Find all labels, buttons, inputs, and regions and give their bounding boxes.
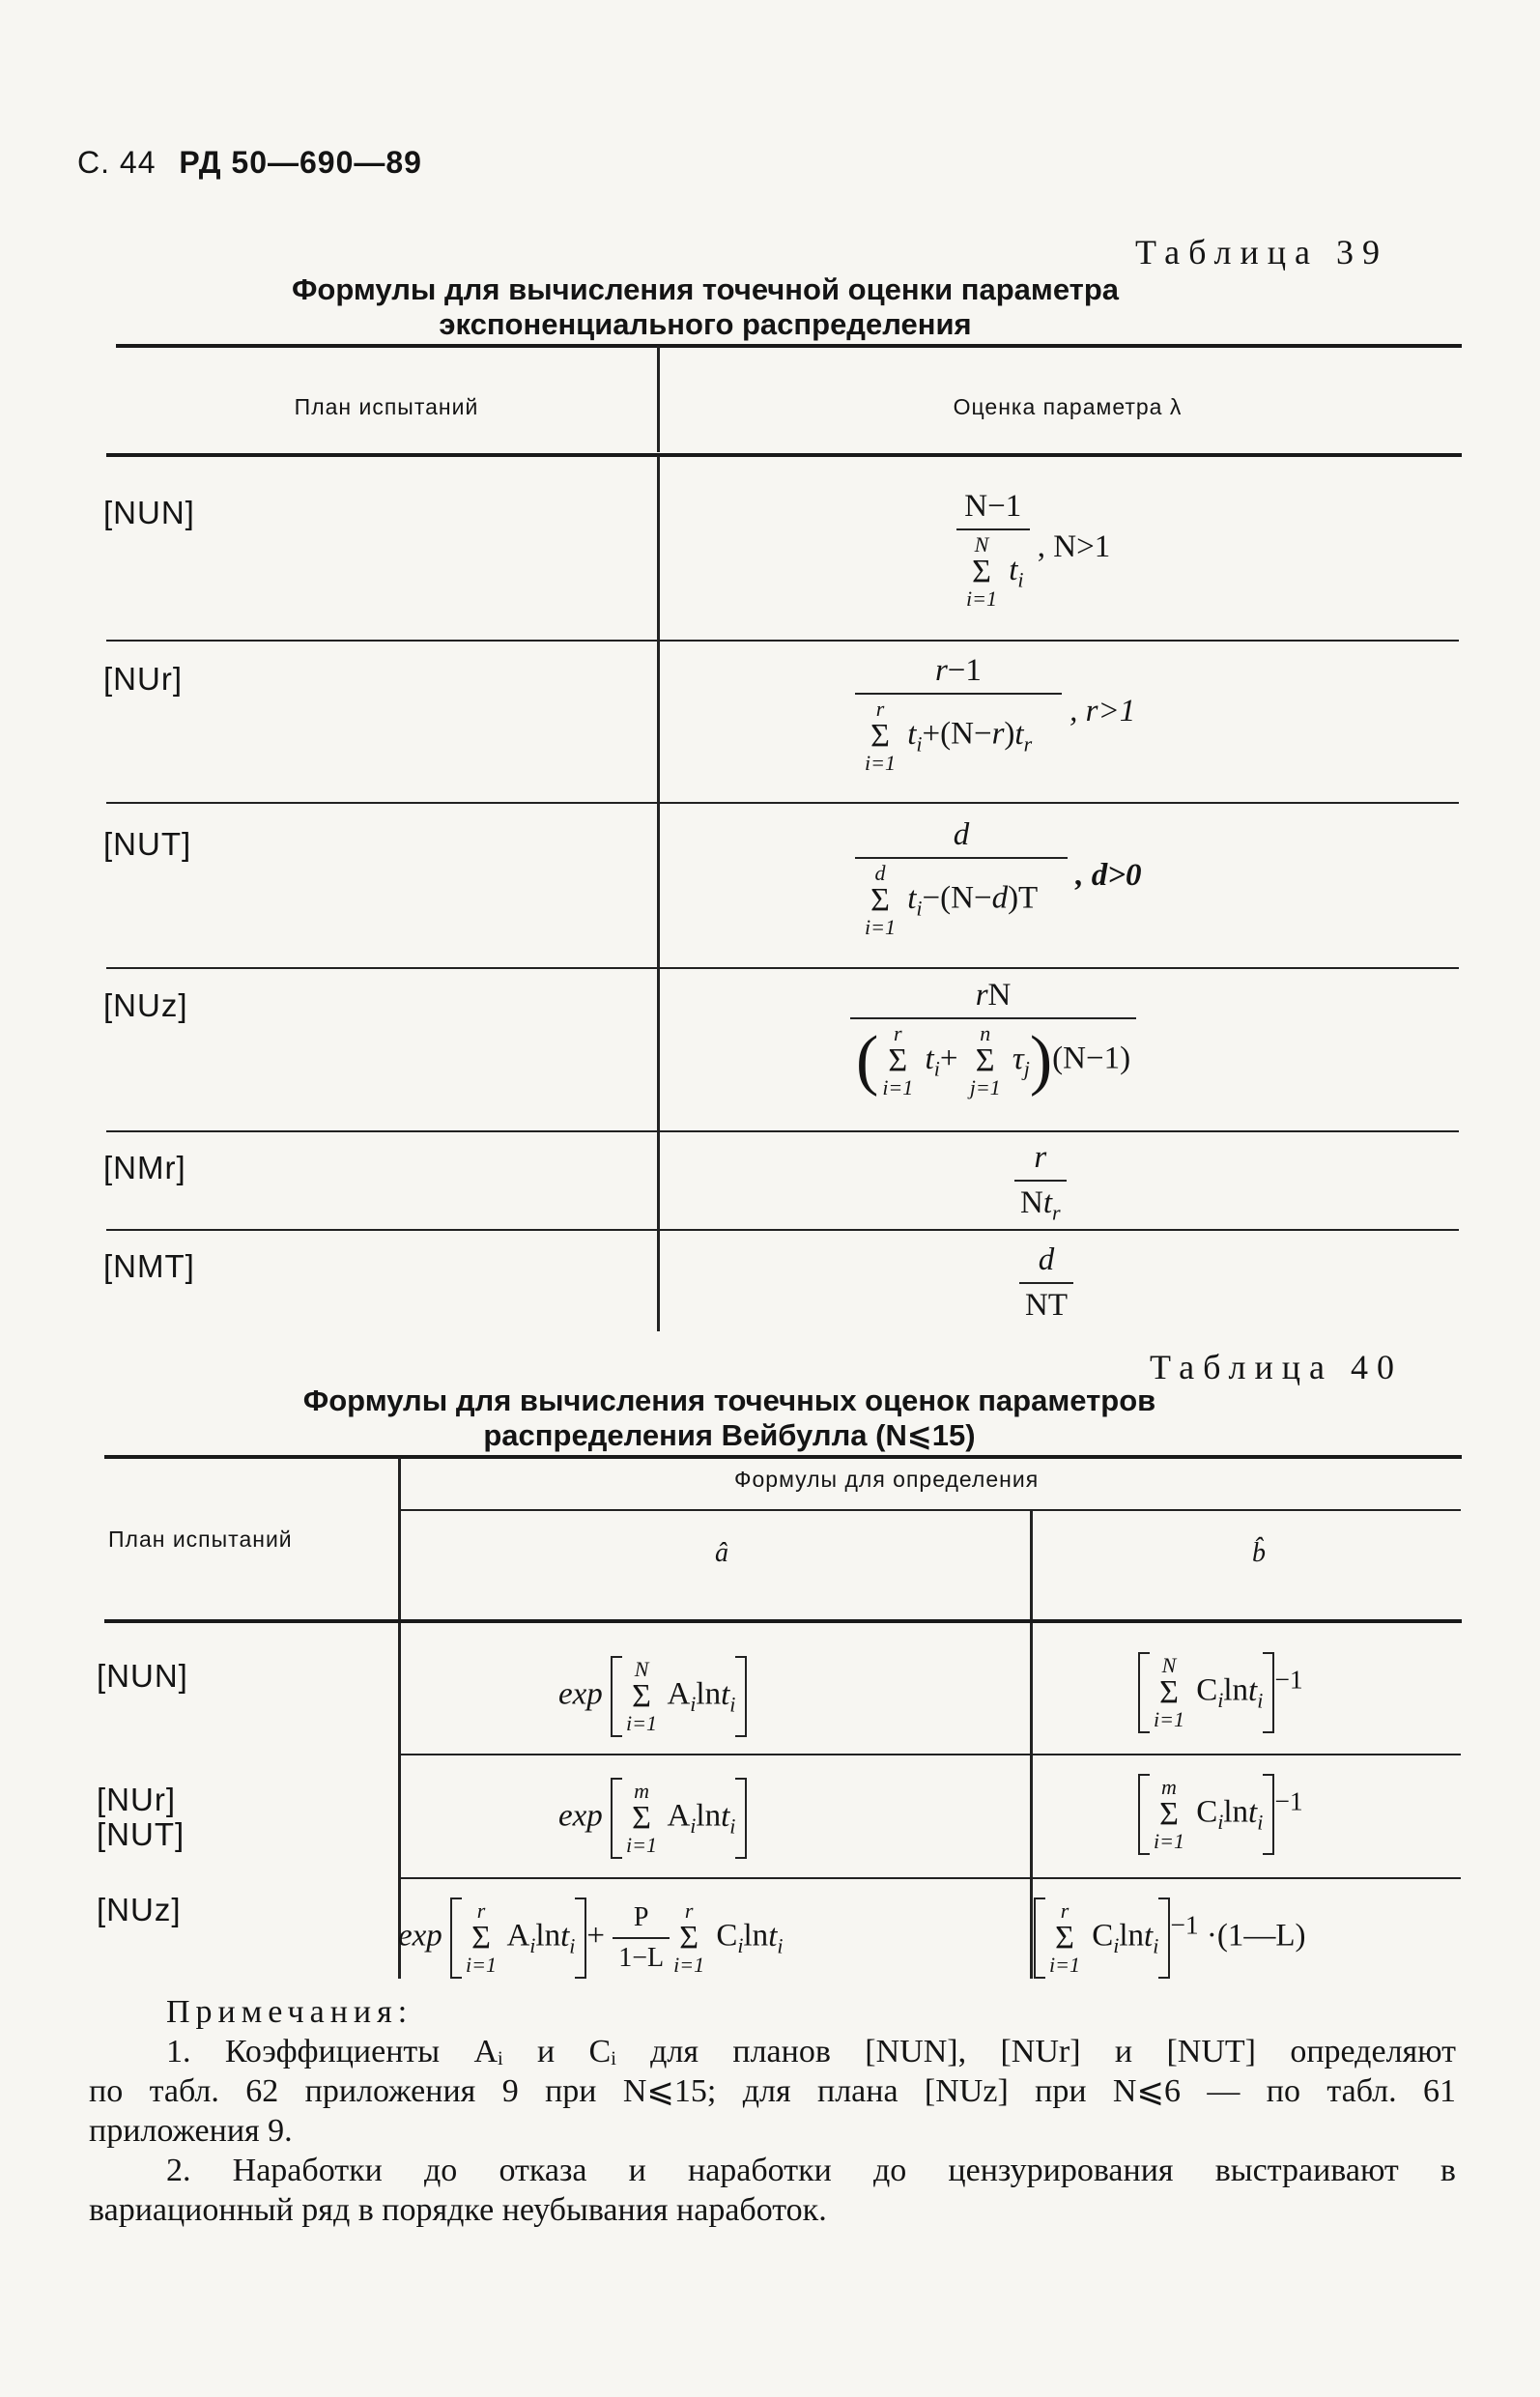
table-39-plan-nur: [NUr] [103, 661, 183, 697]
document-code: РД 50—690—89 [179, 145, 422, 180]
table-39-label: Таблица 39 [1135, 233, 1388, 271]
table-39-plan-nuz: [NUz] [103, 987, 188, 1023]
table-39-row-rule [106, 967, 1459, 969]
condition-r: , r>1 [1069, 694, 1136, 729]
notes-heading: Примечания: [166, 1994, 414, 2030]
formula-b-nun: N Σ i=1 $C_i\ln t_i^{-1}$ [1138, 1652, 1303, 1733]
note-1-line-2: по табл. 62 приложения 9 при N⩽15; для плана [NUz] при N⩽6 — по табл. 61 [89, 2073, 1456, 2109]
table-40-col-plan: План испытаний [108, 1527, 293, 1552]
table-40-plan-nuz: [NUz] [97, 1892, 182, 1927]
condition-n: , N>1 [1037, 529, 1111, 565]
note-1-line-1: 1. Коэффициенты Aᵢ и Cᵢ для планов [NUN], [NUr] и [NUT] определяют [166, 2034, 1456, 2069]
formula-lambda-nur: r−1 r Σ i=1 $t_i+(N-r)t_r$ , r>1 [855, 653, 1135, 774]
notes [89, 1992, 1456, 2230]
formula-lambda-nmr: $\frac{r}{Nt_r}$ [1014, 1140, 1067, 1226]
table-40-plan-nun: [NUN] [97, 1658, 188, 1694]
table-39-plan-nmt: [NMT] [103, 1248, 195, 1284]
formula-b-nur-nut: m Σ i=1 $C_i\ln t_i^{-1}$ [1138, 1774, 1303, 1855]
formula-a-nur-nut: exp m Σ i=1 $A_i\ln t_i$ [558, 1778, 747, 1859]
table-39-plan-nmr: [NMr] [103, 1150, 186, 1185]
table-39-header-rule [106, 453, 1462, 457]
formula-lambda-nut: d d Σ i=1 $t_i-(N-d)T$ , d>0 [855, 817, 1142, 938]
table-40-group-rule [400, 1509, 1461, 1511]
formula-a-nuz: exp r Σ i=1 $A_i\ln t_i$ + $\frac{P}{1-L}$ r Σ i=1 $C_i\ln t_i$ [398, 1898, 784, 1977]
table-39-row-rule [106, 802, 1459, 804]
table-39-col-estimate: Оценка параметра λ [953, 394, 1183, 419]
table-40-plan-nut: [NUT] [97, 1816, 185, 1852]
note-2-line-2: вариационный ряд в порядке неубывания наработок. [89, 2192, 827, 2228]
note-1-line-3: приложения 9. [89, 2113, 293, 2149]
table-40-caption-line1: Формулы для вычисления точечных оценок параметров [302, 1384, 1156, 1417]
table-40-col-a: â [715, 1538, 728, 1568]
note-2-line-1: 2. Наработки до отказа и наработки до цензурирования выстраивают в [166, 2153, 1456, 2188]
table-40-group-header: Формулы для определения [734, 1467, 1040, 1492]
running-head [77, 145, 422, 181]
page-number: С. 44 [77, 145, 157, 180]
table-40-row-rule [400, 1754, 1461, 1755]
table-39-caption-line2: экспоненциального распределения [439, 307, 972, 341]
table-39-header-divider [657, 346, 660, 452]
table-39-body-divider [657, 456, 660, 1331]
table-39-caption [193, 272, 1217, 342]
table-39-plan-nut: [NUT] [103, 826, 192, 862]
table-40-caption [222, 1384, 1237, 1453]
formula-lambda-nun: N−1 N Σ i=1 $t_i$ , N>1 [956, 489, 1110, 610]
table-40-row-rule [400, 1877, 1461, 1879]
table-39-row-rule [106, 640, 1459, 642]
formula-lambda-nmt: $\frac{d}{NT}$ [1019, 1242, 1073, 1324]
table-40-plan-nur-nut [97, 1783, 185, 1852]
table-39-row-rule [106, 1130, 1459, 1132]
table-40-top-rule [104, 1455, 1462, 1459]
table-40-ab-divider [1030, 1511, 1033, 1979]
table-39-plan-nun: [NUN] [103, 495, 195, 530]
table-39-col-plan: План испытаний [294, 394, 479, 419]
condition-d: , d>0 [1075, 858, 1142, 894]
table-40-label: Таблица 40 [1150, 1348, 1403, 1386]
table-39-top-rule [116, 344, 1462, 348]
table-40-col-b: b̂ [1252, 1538, 1266, 1568]
formula-lambda-nuz: rN ( r Σ i=1 $t_i+$ n Σ j=1 $\tau_j)(N-1)$ [850, 978, 1136, 1099]
formula-a-nun: exp N Σ i=1 $A_i\ln t_i$ [558, 1656, 747, 1737]
formula-b-nuz: r Σ i=1 $C_i\ln t_i^{-1}$ ·(1—L) [1034, 1898, 1305, 1979]
table-39-caption-line1: Формулы для вычисления точечной оценки параметра [291, 272, 1120, 306]
table-40-caption-line2: распределения Вейбулла (N⩽15) [483, 1418, 976, 1452]
table-40-header-rule [104, 1619, 1462, 1623]
table-40-plan-nur: [NUr] [97, 1782, 176, 1817]
table-39-row-rule [106, 1229, 1459, 1231]
